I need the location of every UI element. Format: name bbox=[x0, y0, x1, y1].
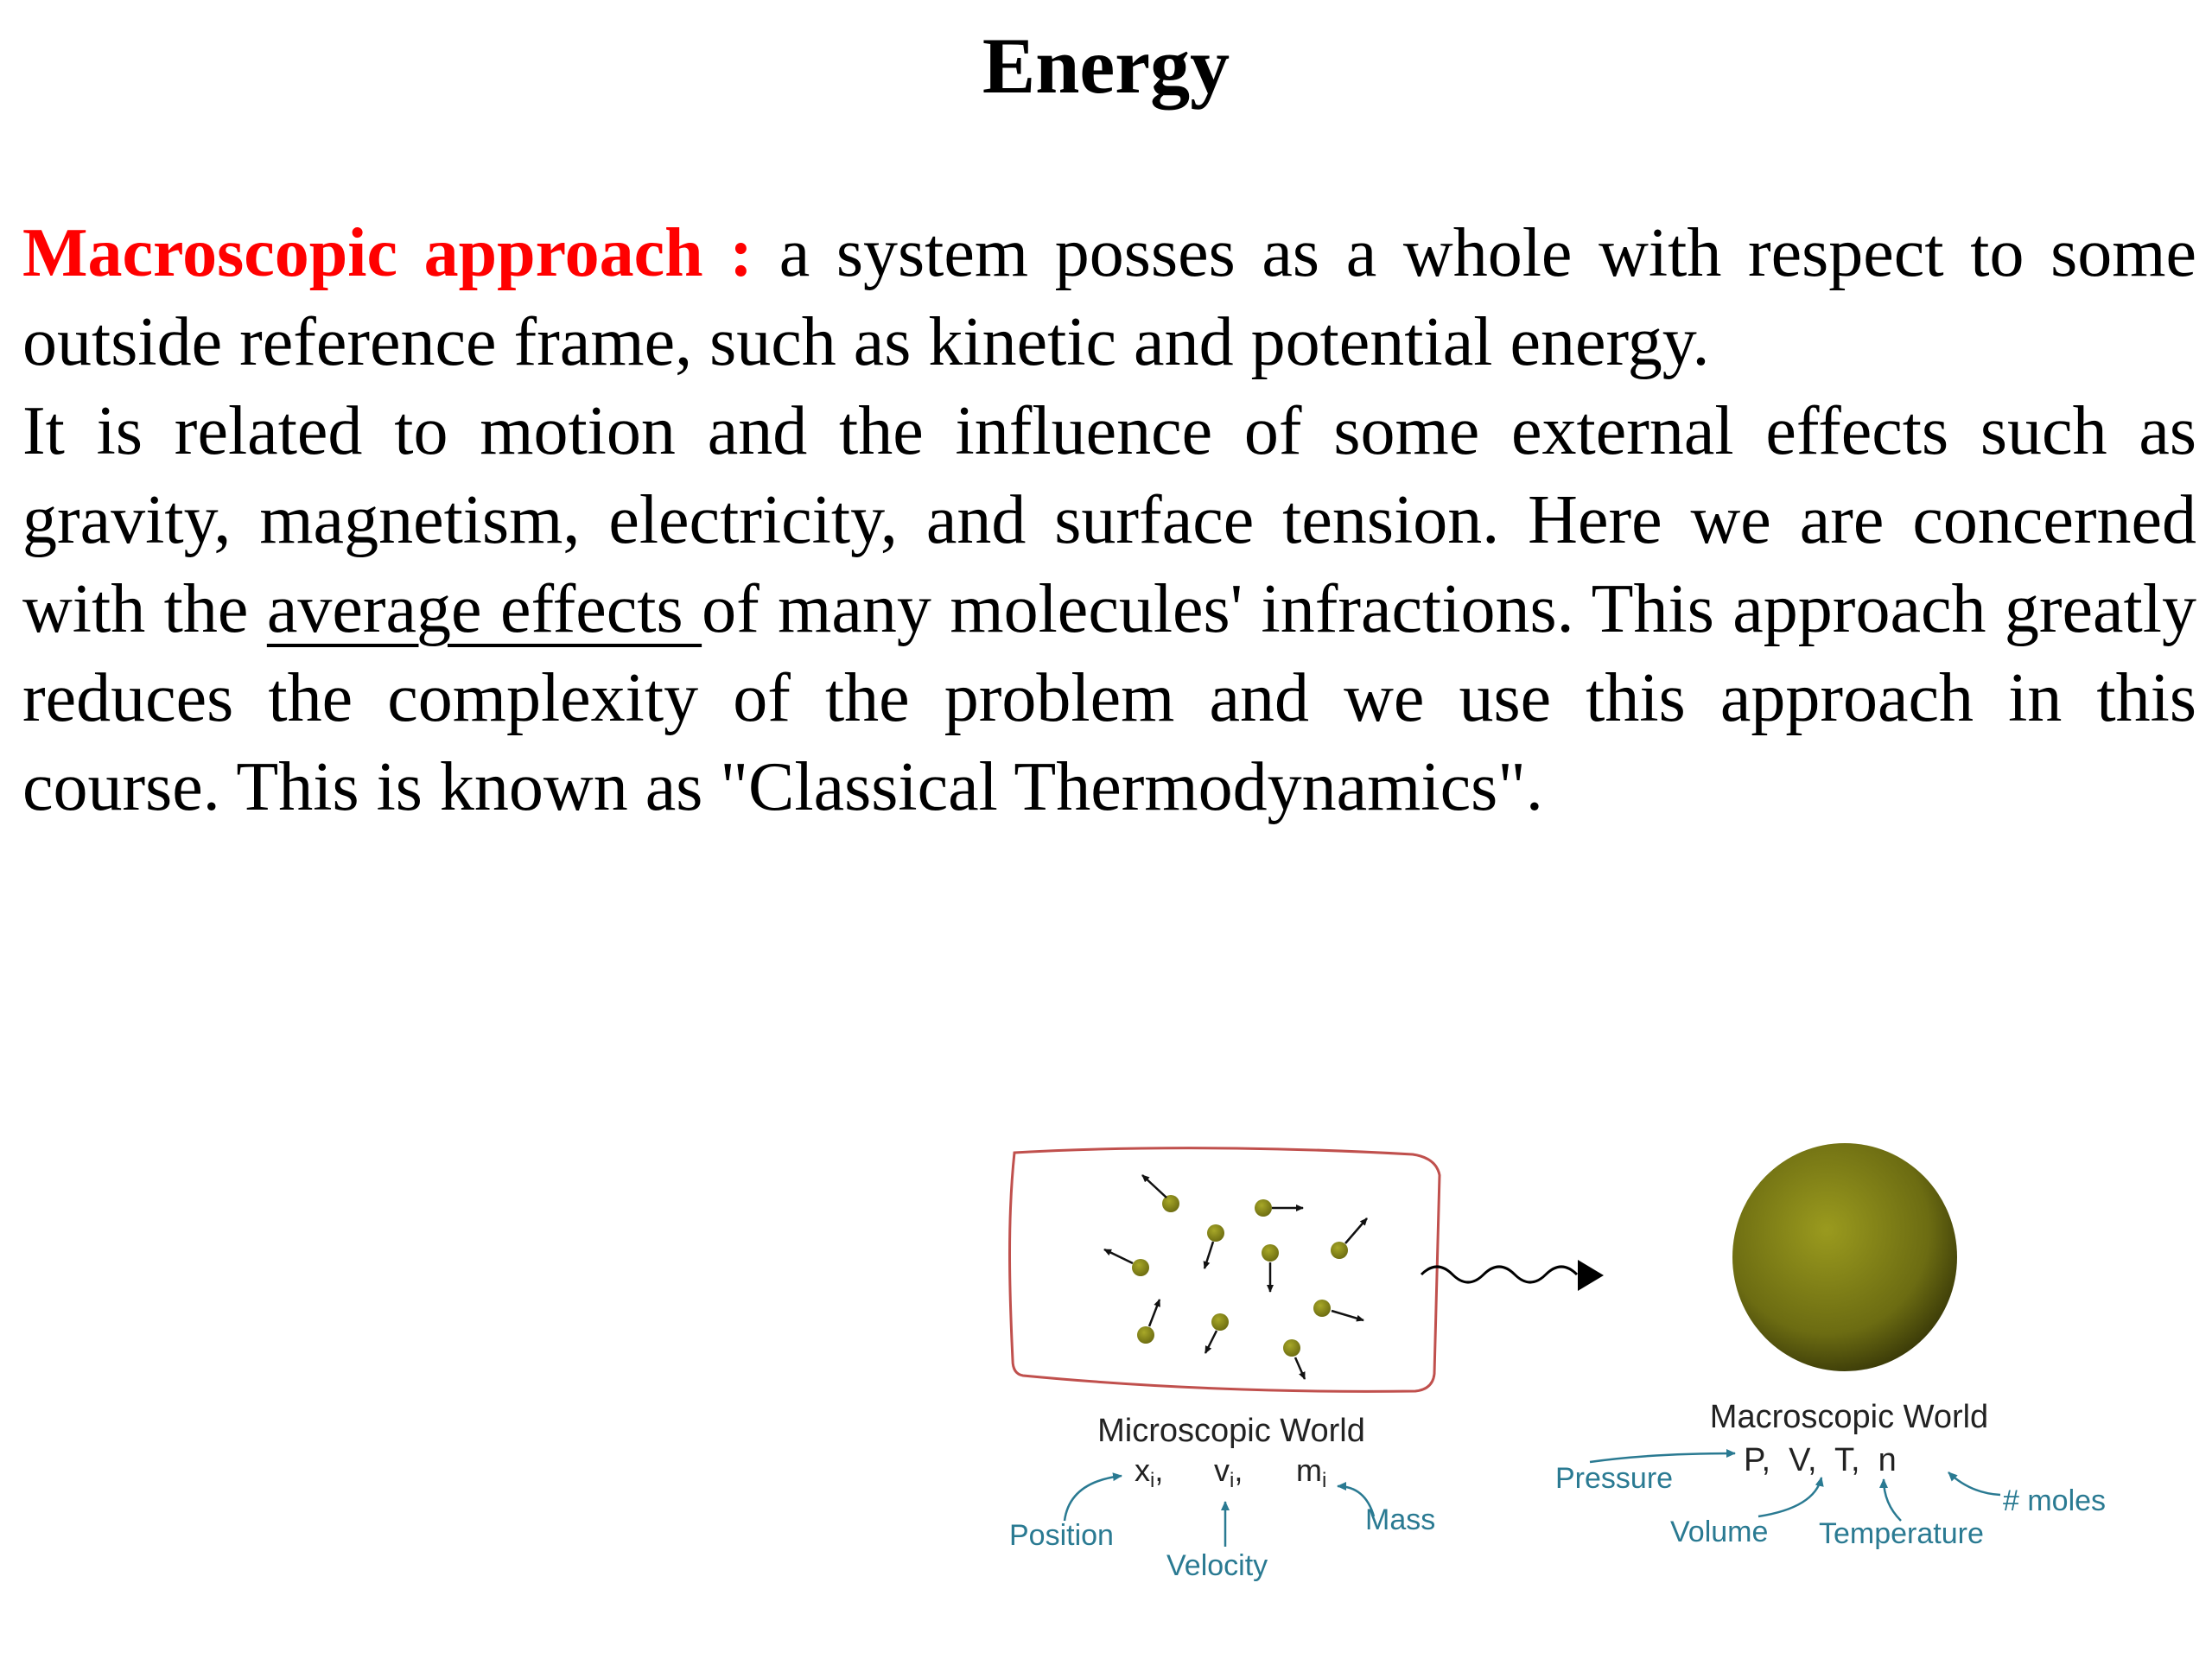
particle bbox=[1104, 1249, 1149, 1276]
macroscopic-sphere bbox=[1732, 1143, 1957, 1371]
var-v-sep: , bbox=[1234, 1452, 1243, 1488]
micro-macro-figure bbox=[994, 1115, 2160, 1599]
particle bbox=[1255, 1199, 1303, 1217]
label-velocity: Velocity bbox=[1166, 1549, 1268, 1582]
particle bbox=[1331, 1218, 1367, 1259]
paragraph-text-a: It is related to motion and the influence of some external effects such as gravity, magnetism, electricity, and surface tension. Here we are concerned with the bbox=[22, 393, 2196, 647]
particle bbox=[1142, 1175, 1179, 1212]
particle bbox=[1262, 1244, 1279, 1292]
particle bbox=[1137, 1300, 1160, 1344]
label-moles: # moles bbox=[2003, 1484, 2107, 1517]
wavy-arrow-head bbox=[1578, 1260, 1604, 1291]
micro-macro-diagram bbox=[994, 1115, 2160, 1599]
svg-text:vi, bbox=[1214, 1452, 1243, 1492]
var-m: m bbox=[1296, 1452, 1322, 1488]
underlined-average-effects: average effects bbox=[266, 571, 702, 647]
paragraph-text-b: of many molecules' infractions. This approach greatly reduces the complexity of the problem and we use this approach in this course. This is known as "Classical Thermodynamics". bbox=[22, 571, 2197, 825]
var-v-subscript: i bbox=[1230, 1469, 1235, 1492]
particle bbox=[1205, 1224, 1224, 1268]
macro-world-title: Macroscopic World bbox=[1709, 1399, 1989, 1435]
term-macroscopic-approach: Macroscopic approach : bbox=[22, 215, 753, 291]
particle bbox=[1313, 1300, 1363, 1320]
svg-text:xi, bbox=[1135, 1452, 1163, 1492]
wavy-arrow bbox=[1421, 1267, 1577, 1282]
microscopic-box bbox=[1010, 1148, 1440, 1392]
slide-body bbox=[22, 209, 2196, 832]
var-v: v bbox=[1214, 1452, 1230, 1488]
var-x-subscript: i bbox=[1150, 1469, 1155, 1492]
label-position: Position bbox=[1009, 1519, 1114, 1552]
var-x-sep: , bbox=[1154, 1452, 1164, 1488]
svg-text:mi bbox=[1296, 1452, 1326, 1492]
slide-title: Energy bbox=[982, 22, 1230, 110]
particles bbox=[1104, 1175, 1367, 1379]
label-mass: Mass bbox=[1365, 1503, 1436, 1536]
macro-variables: P, V, T, n bbox=[1744, 1442, 1897, 1478]
var-m-subscript: i bbox=[1322, 1469, 1327, 1492]
label-temperature: Temperature bbox=[1819, 1517, 1984, 1550]
particle bbox=[1283, 1339, 1305, 1379]
var-x: x bbox=[1135, 1452, 1150, 1488]
particle bbox=[1205, 1313, 1229, 1353]
label-pressure: Pressure bbox=[1555, 1462, 1674, 1495]
definition-text: a system posses as a whole with respect to some outside reference frame, such as kinetic and potential energy. bbox=[22, 215, 2197, 380]
micro-world-title: Microscopic World bbox=[1097, 1413, 1365, 1449]
label-volume: Volume bbox=[1670, 1516, 1769, 1548]
micro-variables bbox=[1135, 1452, 1326, 1492]
